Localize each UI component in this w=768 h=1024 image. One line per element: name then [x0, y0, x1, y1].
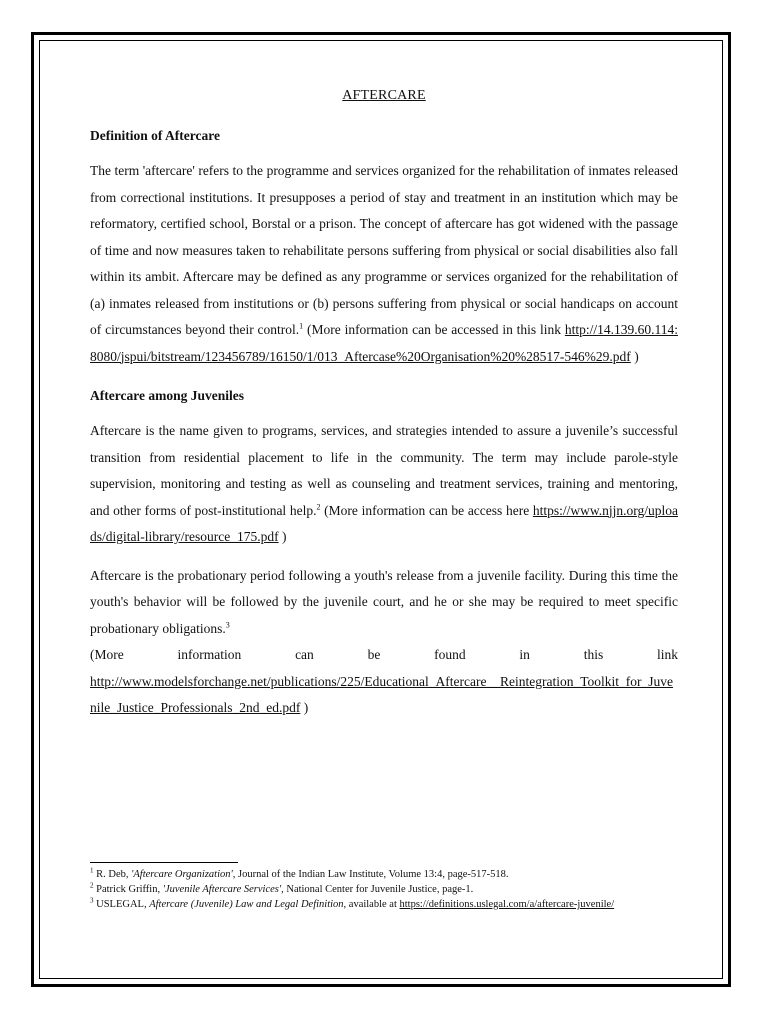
closing-paren: ) — [630, 348, 639, 364]
footnote-text: Patrick Griffin, — [93, 884, 163, 895]
more-info-word: information — [177, 647, 242, 662]
footnotes — [90, 862, 680, 912]
document-title: AFTERCARE — [342, 88, 426, 103]
footnote-1 — [90, 867, 680, 882]
paragraph-probation — [90, 563, 678, 643]
more-info-line — [90, 642, 678, 669]
footnote-title: 'Aftercare Organization', — [131, 869, 236, 880]
more-info-word: found — [434, 647, 466, 662]
paragraph-text: Aftercare is the probationary period following a youth's release from a juvenile facility. During this time the youth's behavior will be followed by the juvenile court, and he or she may be required to meet specific probationary obligations. — [90, 567, 678, 636]
footnote-ref: 1 — [299, 321, 304, 331]
more-info-word: (More — [90, 647, 124, 662]
closing-paren: ) — [278, 529, 287, 544]
footnote-3 — [90, 897, 680, 912]
more-info-word: this — [583, 647, 604, 662]
footnote-title: Aftercare (Juvenile) Law and Legal Definition — [149, 899, 344, 910]
footnote-number: 2 — [90, 881, 94, 890]
more-info-word: link — [656, 647, 678, 662]
paragraph-juvenile-aftercare — [90, 418, 678, 551]
more-info-word: in — [519, 647, 530, 662]
footnote-2 — [90, 882, 680, 897]
footnote-ref: 2 — [316, 502, 321, 511]
footnote-text: R. Deb, — [93, 869, 132, 880]
paragraph-text: Aftercare is the name given to programs, services, and strategies intended to assure a juvenile’s successful transition from residential placement to life in the community. The term may include parole-style supervision, monitoring and testing as well as counseling and treatment services, training and mentoring, and other forms of post-institutional help. — [90, 423, 678, 518]
more-info-text: (More information can be accessed in this link — [303, 322, 565, 337]
aftercare-organisation-link[interactable]: http://14.139.60.114:8080/jspui/bitstream/123456789/16150/1/013_Aftercase%20Organisation%20%28517-546%29.pdf — [90, 322, 678, 364]
footnote-text: , available at — [343, 899, 400, 910]
more-info-word: be — [367, 647, 381, 662]
njjn-resource-link[interactable]: https://www.njjn.org/uploads/digital-library/resource_175.pdf — [90, 502, 679, 544]
uslegal-link[interactable]: https://definitions.uslegal.com/a/aftercare-juvenile/ — [399, 899, 615, 910]
footnote-text: USLEGAL, — [93, 899, 150, 910]
more-info-word: can — [295, 647, 314, 662]
footnote-number: 1 — [90, 866, 94, 875]
footnote-text: National Center for Juvenile Justice, page-1. — [283, 884, 474, 895]
footnote-text: Journal of the Indian Law Institute, Volume 13:4, page-517-518. — [235, 869, 509, 880]
paragraph-definition — [90, 158, 678, 370]
footnote-number: 3 — [90, 896, 94, 905]
section-heading-definition: Definition of Aftercare — [90, 128, 220, 143]
section-heading-juveniles: Aftercare among Juveniles — [90, 388, 244, 403]
closing-paren: ) — [300, 700, 309, 715]
footnote-ref: 3 — [225, 620, 230, 629]
document-body — [90, 88, 678, 734]
paragraph-text: The term 'aftercare' refers to the programme and services organized for the rehabilitation of inmates released from correctional institutions. It presupposes a period of stay and treatment in an institution which may be reformatory, certified school, Borstal or a prison. The concept of aftercare has got widened with the passage of time and now measures taken to rehabilitate persons suffering from physical or social disabilities also fall within its ambit. Aftercare may be defined as any programme or services organized for the rehabilitation of (a) inmates released from institutions or (b) persons suffering from physical or social handicaps on account of circumstances beyond their control. — [90, 163, 678, 337]
footnote-title: 'Juvenile Aftercare Services', — [162, 884, 284, 895]
more-info-text: (More information can be access here — [320, 502, 533, 518]
models-for-change-link-para — [90, 669, 678, 722]
models-for-change-link[interactable]: http://www.modelsforchange.net/publications/225/Educational_Aftercare__Reintegration_Toolkit_for_Juvenile_Justice_Professionals_2nd_ed.pdf — [90, 673, 674, 715]
footnote-separator — [90, 862, 238, 863]
